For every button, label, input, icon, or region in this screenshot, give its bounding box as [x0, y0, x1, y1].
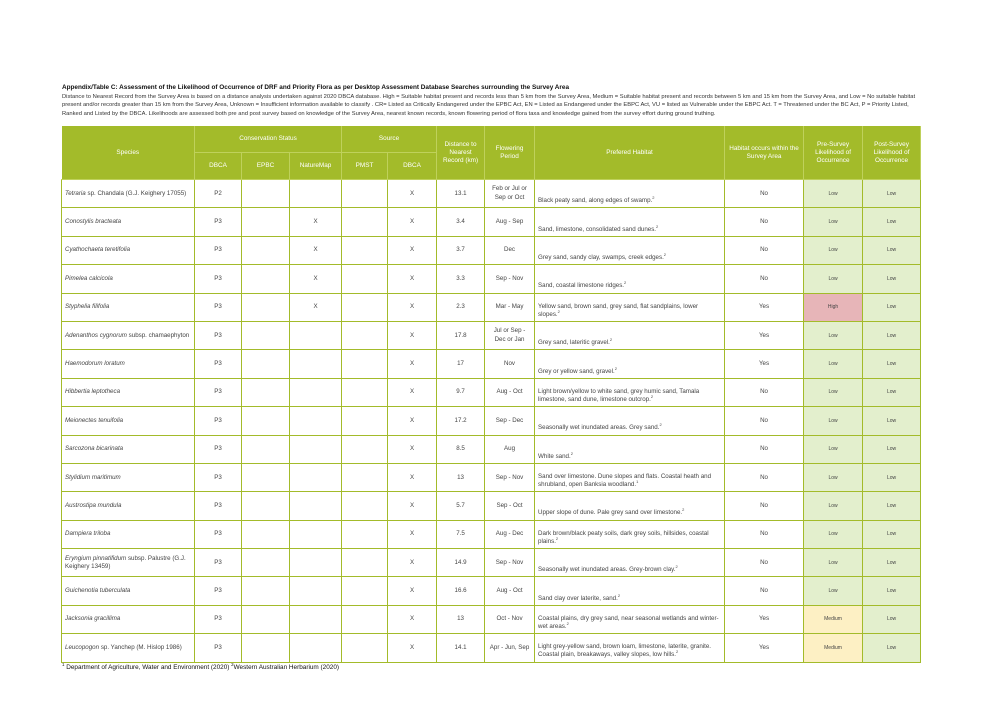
distance-cell: 17.2	[437, 407, 485, 435]
table-row	[62, 236, 921, 264]
header-habitat-occurs: Habitat occurs within the Survey Area	[725, 126, 804, 180]
header-post-survey: Post-Survey Likelihood of Occurrence	[863, 126, 921, 180]
habitat-text: Sand, coastal limestone ridges.	[538, 282, 625, 290]
distance-cell: 14.1	[437, 634, 485, 662]
post-survey-likelihood: Low	[863, 605, 921, 633]
species-name: Eryngium pinnatifidum	[65, 554, 127, 562]
table-row	[62, 634, 921, 662]
flowering-cell: Sep - Oct	[485, 492, 535, 520]
pre-survey-likelihood: Medium	[804, 634, 863, 662]
habitat-cell	[535, 463, 725, 491]
species-cell	[62, 236, 195, 264]
species-cell	[62, 407, 195, 435]
post-survey-likelihood: Low	[863, 321, 921, 349]
table-row	[62, 293, 921, 321]
pmst-cell	[342, 350, 388, 378]
post-survey-likelihood: Low	[863, 492, 921, 520]
habitat-reference: 2	[682, 507, 685, 513]
header-source: Source	[342, 126, 437, 153]
species-cell	[62, 549, 195, 577]
habitat-reference: 2	[675, 649, 679, 655]
habitat-cell	[535, 236, 725, 264]
dbca-source-cell: X	[388, 407, 437, 435]
habitat-text: Black peaty sand, along edges of swamp.	[538, 197, 653, 205]
distance-cell: 8.5	[437, 435, 485, 463]
dbca-status-cell: P2	[195, 180, 242, 208]
epbc-status-cell	[242, 236, 290, 264]
pre-survey-likelihood: Medium	[804, 605, 863, 633]
species-name: Hibbertia leptotheca	[65, 388, 121, 396]
dbca-status-cell: P3	[195, 293, 242, 321]
table-row	[62, 180, 921, 208]
naturemap-cell	[290, 577, 342, 605]
footnote	[62, 661, 339, 671]
species-name: Stylidium maritimum	[65, 473, 121, 481]
naturemap-cell: X	[290, 293, 342, 321]
flowering-cell: Sep - Dec	[485, 407, 535, 435]
naturemap-cell	[290, 407, 342, 435]
pre-survey-likelihood: Low	[804, 321, 863, 349]
species-name: Sarcozona bicarinata	[65, 445, 124, 453]
table-row	[62, 378, 921, 406]
dbca-source-cell: X	[388, 208, 437, 236]
habitat-reference: 2	[675, 564, 678, 570]
dbca-status-cell: P3	[195, 208, 242, 236]
habitat-occurs-cell: No	[725, 378, 804, 406]
pre-survey-likelihood: Low	[804, 520, 863, 548]
habitat-reference: 2	[656, 223, 659, 229]
epbc-status-cell	[242, 180, 290, 208]
species-qualifier: sp. Chandala (G.J. Keighery 17055)	[87, 189, 187, 197]
dbca-status-cell: P3	[195, 378, 242, 406]
flowering-cell: Feb or Jul or Sep or Oct	[485, 180, 535, 208]
epbc-status-cell	[242, 605, 290, 633]
table-row	[62, 492, 921, 520]
species-name: Conostylis bracteata	[65, 217, 122, 225]
flowering-cell: Mar - May	[485, 293, 535, 321]
species-name: Jacksonia gracillima	[65, 615, 121, 623]
pmst-cell	[342, 634, 388, 662]
habitat-cell	[535, 180, 725, 208]
epbc-status-cell	[242, 634, 290, 662]
table-row	[62, 549, 921, 577]
epbc-status-cell	[242, 549, 290, 577]
epbc-status-cell	[242, 463, 290, 491]
naturemap-cell	[290, 605, 342, 633]
intro-paragraph: Distance to Nearest Record from the Survey Area is based on a distance analysis undertaken against 2020 DBCA database. High = Suitable habitat present and records less than 5 km from the Survey Area, Medium = Suitable habitat present and records between 5 km and 15 km from the Survey Area, and Low = No suitable habitat present and/or records greater than 15 km from the Survey Area, Unknown = Insufficient information available to classify . CR= Listed as Critically Endangered under the EPBC Act, EN = Listed as Endangered under the EBPC Act, VU = listed as Vulnerable under the EBPC Act. T = Threatened under the BC Act, P = Priority Listed, Ranked and Listed by the DBCA. Likelihoods are assessed both pre and post survey based on knowledge of the Survey Area, nearest known records, known flowering period of flora taxa and knowledge gained from the survey effort during ground truthing.	[62, 94, 916, 117]
species-cell	[62, 577, 195, 605]
habitat-occurs-cell: Yes	[725, 634, 804, 662]
pre-survey-likelihood: High	[804, 293, 863, 321]
naturemap-cell	[290, 180, 342, 208]
dbca-source-cell: X	[388, 605, 437, 633]
pmst-cell	[342, 605, 388, 633]
pmst-cell	[342, 492, 388, 520]
species-cell	[62, 180, 195, 208]
flowering-cell: Sep - Nov	[485, 549, 535, 577]
dbca-status-cell: P3	[195, 435, 242, 463]
pmst-cell	[342, 321, 388, 349]
habitat-text: Light grey-yellow sand, brown loam, limestone, laterite, granite. Coastal plain, breakaways, valley slopes, low hills.	[538, 643, 712, 659]
header-species: Species	[62, 126, 195, 180]
table-row	[62, 435, 921, 463]
naturemap-cell	[290, 520, 342, 548]
pre-survey-likelihood: Low	[804, 463, 863, 491]
species-name: Adenanthos cygnorum	[65, 331, 127, 339]
habitat-reference: 2	[659, 422, 662, 428]
distance-cell: 3.4	[437, 208, 485, 236]
post-survey-likelihood: Low	[863, 577, 921, 605]
habitat-cell	[535, 549, 725, 577]
habitat-cell	[535, 321, 725, 349]
dbca-source-cell: X	[388, 520, 437, 548]
flowering-cell: Jul or Sep - Dec or Jan	[485, 321, 535, 349]
dbca-source-cell: X	[388, 634, 437, 662]
dbca-source-cell: X	[388, 236, 437, 264]
dbca-source-cell: X	[388, 492, 437, 520]
header-dbca: DBCA	[195, 153, 242, 180]
habitat-text: Light brown/yellow to white sand, grey humic sand, Tamala limestone, sand dune, limestone outcrop.	[538, 387, 700, 403]
pre-survey-likelihood: Low	[804, 265, 863, 293]
species-cell	[62, 321, 195, 349]
species-name: Leucopogon	[65, 643, 100, 651]
habitat-reference: 2	[570, 450, 573, 456]
habitat-text: Yellow sand, brown sand, grey sand, flat sandplains, lower slopes.	[538, 302, 699, 318]
species-cell	[62, 265, 195, 293]
dbca-status-cell: P3	[195, 407, 242, 435]
habitat-cell	[535, 350, 725, 378]
epbc-status-cell	[242, 208, 290, 236]
dbca-status-cell: P3	[195, 321, 242, 349]
dbca-source-cell: X	[388, 549, 437, 577]
naturemap-cell	[290, 634, 342, 662]
header-habitat: Prefered Habitat	[535, 126, 725, 180]
species-cell	[62, 378, 195, 406]
distance-cell: 3.7	[437, 236, 485, 264]
post-survey-likelihood: Low	[863, 520, 921, 548]
habitat-cell	[535, 208, 725, 236]
pmst-cell	[342, 236, 388, 264]
dbca-source-cell: X	[388, 180, 437, 208]
dbca-source-cell: X	[388, 293, 437, 321]
habitat-cell	[535, 378, 725, 406]
pmst-cell	[342, 265, 388, 293]
distance-cell: 7.5	[437, 520, 485, 548]
distance-cell: 13	[437, 463, 485, 491]
species-name: Styphelia filifolia	[65, 303, 110, 311]
distance-cell: 16.6	[437, 577, 485, 605]
habitat-cell	[535, 492, 725, 520]
habitat-occurs-cell: No	[725, 407, 804, 435]
table-row	[62, 407, 921, 435]
post-survey-likelihood: Low	[863, 293, 921, 321]
dbca-status-cell: P3	[195, 577, 242, 605]
habitat-text: White sand.	[538, 452, 571, 460]
species-name: Haemodorum loratum	[65, 359, 125, 367]
distance-cell: 14.9	[437, 549, 485, 577]
flowering-cell: Dec	[485, 236, 535, 264]
habitat-occurs-cell: Yes	[725, 605, 804, 633]
habitat-text: Seasonally wet inundated areas. Grey-brown clay.	[538, 566, 676, 574]
distance-cell: 13.1	[437, 180, 485, 208]
pre-survey-likelihood: Low	[804, 577, 863, 605]
habitat-cell	[535, 520, 725, 548]
habitat-cell	[535, 435, 725, 463]
habitat-text: Upper slope of dune. Pale grey sand over limestone.	[538, 509, 683, 517]
habitat-reference: 2	[617, 592, 621, 598]
naturemap-cell	[290, 435, 342, 463]
habitat-occurs-cell: No	[725, 520, 804, 548]
habitat-occurs-cell: No	[725, 208, 804, 236]
flowering-cell: Aug - Oct	[485, 378, 535, 406]
flowering-cell: Aug	[485, 435, 535, 463]
species-cell	[62, 463, 195, 491]
dbca-status-cell: P3	[195, 350, 242, 378]
header-epbc: EPBC	[242, 153, 290, 180]
distance-cell: 3.3	[437, 265, 485, 293]
header-naturemap: NatureMap	[290, 153, 342, 180]
epbc-status-cell	[242, 407, 290, 435]
pre-survey-likelihood: Low	[804, 180, 863, 208]
habitat-reference: 2	[557, 308, 560, 314]
dbca-status-cell: P3	[195, 265, 242, 293]
habitat-text: Grey sand, lateritic gravel.	[538, 339, 610, 347]
post-survey-likelihood: Low	[863, 407, 921, 435]
header-conservation-status: Conservation Status	[195, 126, 342, 153]
pmst-cell	[342, 407, 388, 435]
species-cell	[62, 350, 195, 378]
pre-survey-likelihood: Low	[804, 492, 863, 520]
dbca-source-cell: X	[388, 435, 437, 463]
habitat-occurs-cell: Yes	[725, 321, 804, 349]
epbc-status-cell	[242, 577, 290, 605]
habitat-occurs-cell: No	[725, 577, 804, 605]
flowering-cell: Aug - Oct	[485, 577, 535, 605]
epbc-status-cell	[242, 378, 290, 406]
pre-survey-likelihood: Low	[804, 378, 863, 406]
pmst-cell	[342, 520, 388, 548]
epbc-status-cell	[242, 350, 290, 378]
dbca-status-cell: P3	[195, 463, 242, 491]
habitat-reference: 2	[663, 251, 667, 257]
habitat-cell	[535, 577, 725, 605]
header-pmst: PMST	[342, 153, 388, 180]
habitat-occurs-cell: No	[725, 435, 804, 463]
species-qualifier: subsp. Palustre (G.J. Keighery 13459)	[65, 554, 186, 570]
header-distance: Distance to Nearest Record (km)	[437, 126, 485, 180]
species-cell	[62, 634, 195, 662]
habitat-text: Coastal plains, dry grey sand, near seasonal wetlands and winter-wet areas.	[538, 614, 719, 631]
footnote-marker-2: 2	[231, 661, 234, 667]
pre-survey-likelihood: Low	[804, 549, 863, 577]
flowering-cell: Apr - Jun, Sep	[485, 634, 535, 662]
post-survey-likelihood: Low	[863, 208, 921, 236]
species-name: Guichenotia tuberculata	[65, 587, 131, 595]
pmst-cell	[342, 378, 388, 406]
table-row	[62, 321, 921, 349]
naturemap-cell	[290, 549, 342, 577]
habitat-reference: 2	[614, 365, 617, 371]
species-name: Dampiera triloba	[65, 530, 111, 538]
table-row	[62, 577, 921, 605]
pmst-cell	[342, 549, 388, 577]
species-cell	[62, 208, 195, 236]
species-name: Tetraria	[65, 189, 86, 197]
header-dbca-source: DBCA	[388, 153, 437, 180]
distance-cell: 17	[437, 350, 485, 378]
dbca-status-cell: P3	[195, 634, 242, 662]
header-flowering: Flowering Period	[485, 126, 535, 180]
epbc-status-cell	[242, 293, 290, 321]
habitat-occurs-cell: Yes	[725, 350, 804, 378]
distance-cell: 13	[437, 605, 485, 633]
habitat-reference: 2	[624, 280, 627, 286]
species-qualifier: sp. Yanchep (M. Hislop 1986)	[100, 643, 182, 651]
flowering-cell: Aug - Sep	[485, 208, 535, 236]
naturemap-cell: X	[290, 208, 342, 236]
dbca-status-cell: P3	[195, 236, 242, 264]
habitat-reference: 2	[555, 535, 559, 541]
habitat-occurs-cell: No	[725, 492, 804, 520]
flowering-cell: Sep - Nov	[485, 265, 535, 293]
naturemap-cell	[290, 321, 342, 349]
epbc-status-cell	[242, 321, 290, 349]
flowering-cell: Sep - Nov	[485, 463, 535, 491]
pmst-cell	[342, 208, 388, 236]
habitat-cell	[535, 265, 725, 293]
post-survey-likelihood: Low	[863, 634, 921, 662]
dbca-source-cell: X	[388, 350, 437, 378]
habitat-occurs-cell: No	[725, 549, 804, 577]
habitat-cell	[535, 293, 725, 321]
post-survey-likelihood: Low	[863, 549, 921, 577]
habitat-text: Grey sand, sandy clay, swamps, creek edges.	[538, 253, 664, 261]
naturemap-cell: X	[290, 236, 342, 264]
habitat-cell	[535, 605, 725, 633]
pmst-cell	[342, 435, 388, 463]
pre-survey-likelihood: Low	[804, 435, 863, 463]
post-survey-likelihood: Low	[863, 180, 921, 208]
species-cell	[62, 520, 195, 548]
species-name: Pimelea calcicola	[65, 274, 113, 282]
habitat-text: Sand, limestone, consolidated sand dunes.	[538, 225, 657, 233]
habitat-reference: 2	[650, 393, 654, 399]
pmst-cell	[342, 463, 388, 491]
habitat-cell	[535, 407, 725, 435]
pre-survey-likelihood: Low	[804, 350, 863, 378]
naturemap-cell	[290, 350, 342, 378]
species-cell	[62, 435, 195, 463]
pre-survey-likelihood: Low	[804, 407, 863, 435]
dbca-status-cell: P3	[195, 492, 242, 520]
naturemap-cell	[290, 463, 342, 491]
dbca-source-cell: X	[388, 378, 437, 406]
naturemap-cell	[290, 492, 342, 520]
table-row	[62, 265, 921, 293]
species-name: Meionectes tenuifolia	[65, 416, 124, 424]
footnote-marker-1: 1	[62, 661, 65, 667]
flora-table	[61, 126, 921, 663]
species-cell	[62, 492, 195, 520]
habitat-text: Seasonally wet inundated areas. Grey sand.	[538, 424, 660, 432]
table-row	[62, 350, 921, 378]
post-survey-likelihood: Low	[863, 463, 921, 491]
habitat-reference: 2	[652, 195, 655, 201]
dbca-status-cell: P3	[195, 520, 242, 548]
epbc-status-cell	[242, 435, 290, 463]
post-survey-likelihood: Low	[863, 265, 921, 293]
footnote-source-1: Department of Agriculture, Water and Environment (2020)	[64, 664, 232, 671]
naturemap-cell	[290, 378, 342, 406]
species-cell	[62, 605, 195, 633]
habitat-text: Grey or yellow sand, gravel.	[538, 367, 615, 375]
species-qualifier: subsp. chamaephyton	[128, 331, 190, 339]
distance-cell: 17.8	[437, 321, 485, 349]
post-survey-likelihood: Low	[863, 236, 921, 264]
flowering-cell: Nov	[485, 350, 535, 378]
flowering-cell: Aug - Dec	[485, 520, 535, 548]
pre-survey-likelihood: Low	[804, 208, 863, 236]
habitat-text: Sand clay over laterite, sand.	[538, 594, 618, 602]
dbca-source-cell: X	[388, 463, 437, 491]
dbca-source-cell: X	[388, 321, 437, 349]
naturemap-cell: X	[290, 265, 342, 293]
habitat-occurs-cell: No	[725, 463, 804, 491]
pmst-cell	[342, 293, 388, 321]
species-name: Austrostipa mundula	[65, 501, 122, 509]
flowering-cell: Oct - Nov	[485, 605, 535, 633]
pmst-cell	[342, 577, 388, 605]
distance-cell: 2.3	[437, 293, 485, 321]
dbca-source-cell: X	[388, 265, 437, 293]
page-title: Appendix/Table C: Assessment of the Likelihood of Occurrence of DRF and Priority Flora as per Desktop Assessment Database Searches surrounding the Survey Area	[62, 84, 570, 91]
habitat-occurs-cell: Yes	[725, 293, 804, 321]
habitat-text: Sand over limestone. Dune slopes and flats. Coastal heath and shrubland, open Banksia woodland.	[538, 472, 712, 489]
header-pre-survey: Pre-Survey Likelihood of Occurrence	[804, 126, 863, 180]
habitat-reference: 2	[609, 337, 613, 343]
post-survey-likelihood: Low	[863, 350, 921, 378]
distance-cell: 9.7	[437, 378, 485, 406]
species-name: Cyathochaeta teretifolia	[65, 246, 131, 254]
table-row	[62, 605, 921, 633]
habitat-cell	[535, 634, 725, 662]
epbc-status-cell	[242, 265, 290, 293]
species-cell	[62, 293, 195, 321]
epbc-status-cell	[242, 492, 290, 520]
habitat-reference: 1	[636, 479, 639, 485]
footnote-source-2: Western Australian Herbarium (2020)	[233, 664, 339, 671]
post-survey-likelihood: Low	[863, 435, 921, 463]
post-survey-likelihood: Low	[863, 378, 921, 406]
table-row	[62, 463, 921, 491]
pmst-cell	[342, 180, 388, 208]
distance-cell: 5.7	[437, 492, 485, 520]
habitat-text: Dark brown/black peaty soils, dark grey soils, hillsides, coastal plains.	[538, 529, 709, 545]
table-row	[62, 208, 921, 236]
dbca-source-cell: X	[388, 577, 437, 605]
habitat-occurs-cell: No	[725, 265, 804, 293]
habitat-occurs-cell: No	[725, 180, 804, 208]
dbca-status-cell: P3	[195, 605, 242, 633]
table-row	[62, 520, 921, 548]
pre-survey-likelihood: Low	[804, 236, 863, 264]
dbca-status-cell: P3	[195, 549, 242, 577]
epbc-status-cell	[242, 520, 290, 548]
habitat-occurs-cell: No	[725, 236, 804, 264]
habitat-reference: 2	[566, 620, 569, 626]
